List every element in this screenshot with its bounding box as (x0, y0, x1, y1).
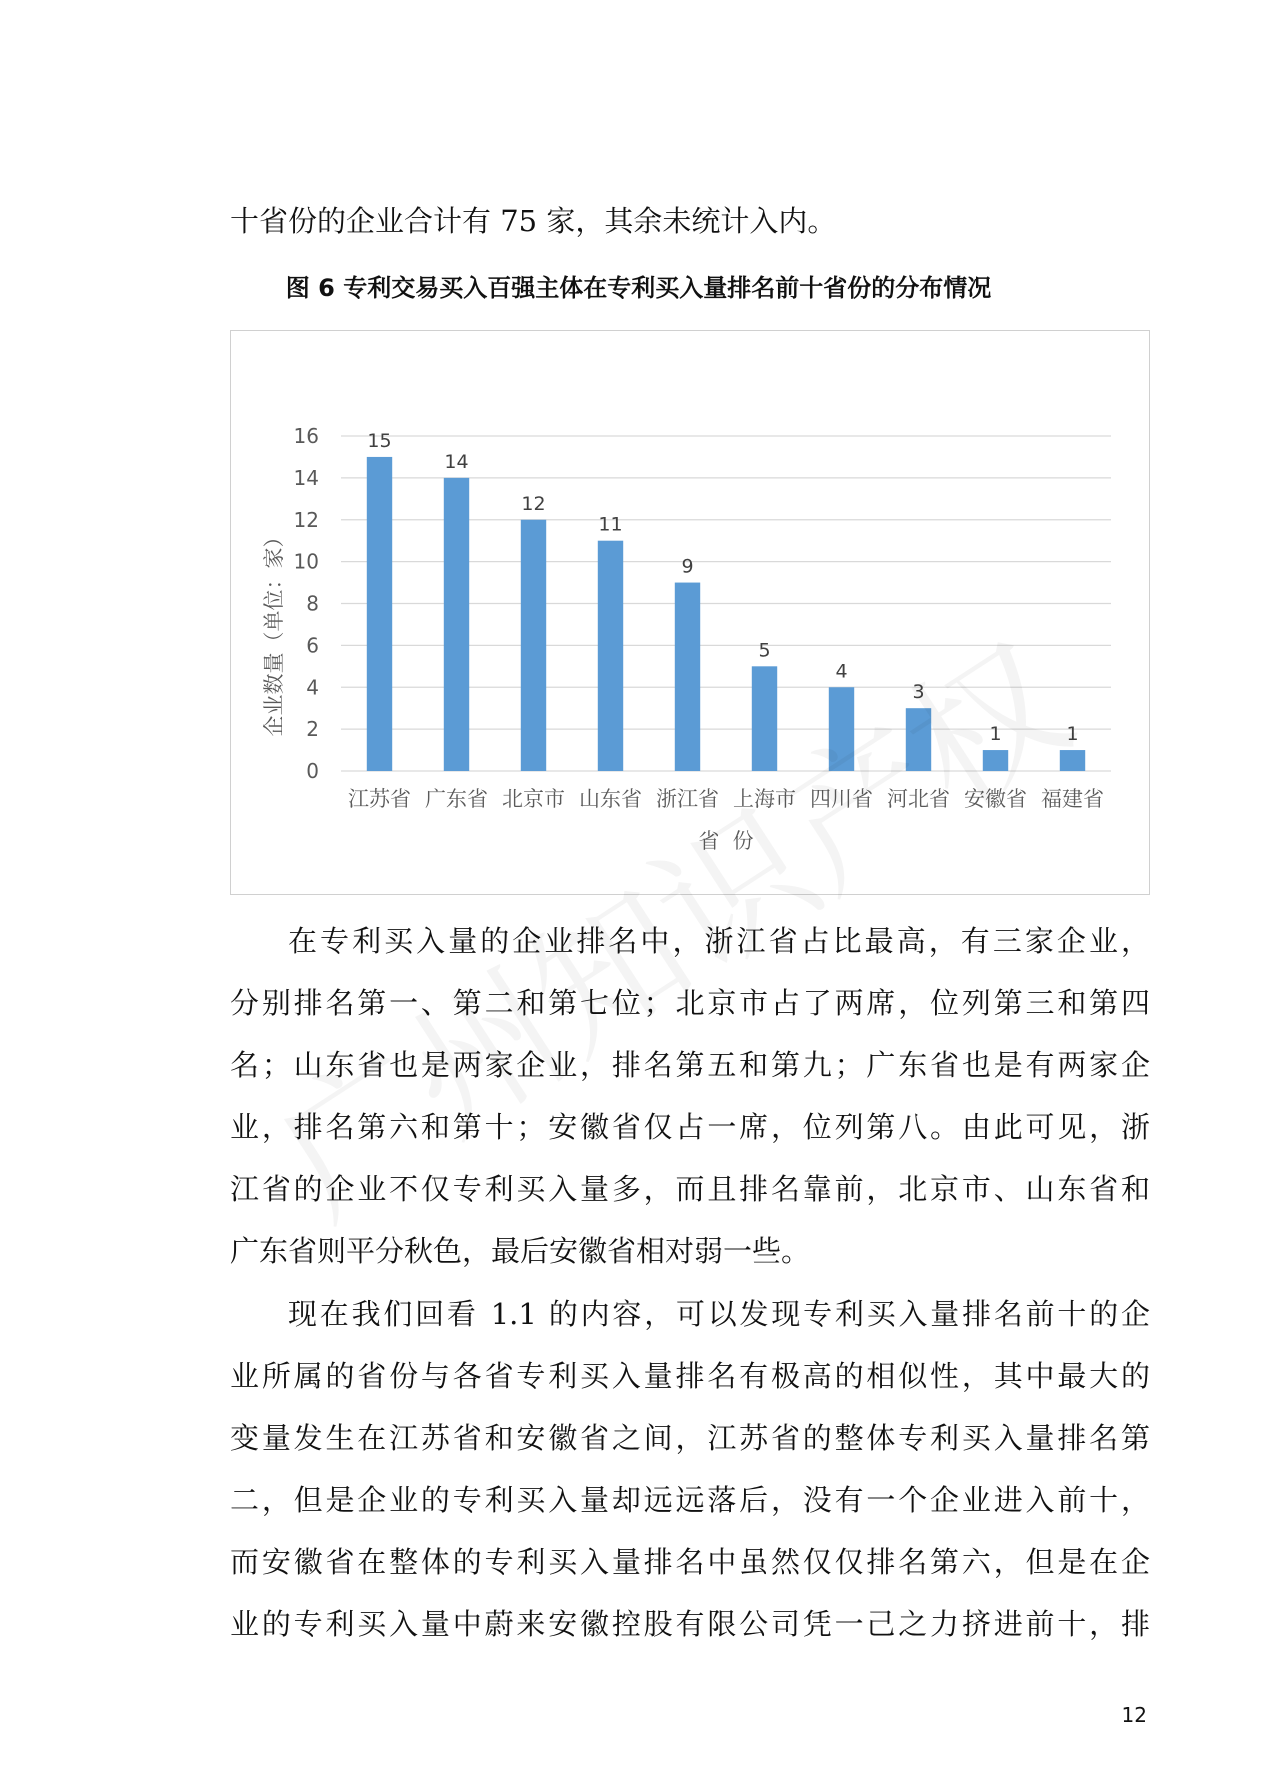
data-label: 1 (989, 723, 1002, 746)
x-tick-label: 福建省 (1041, 787, 1104, 811)
paragraph-2-line: 而安徽省在整体的专利买入量排名中虽然仅仅排名第六，但是在企 (230, 1545, 1150, 1579)
data-label: 1 (1066, 723, 1079, 746)
paragraph-intro: 十省份的企业合计有 75 家，其余未统计入内。 (230, 204, 837, 238)
data-label: 14 (444, 450, 469, 473)
paragraph-1-line: 业，排名第六和第十；安徽省仅占一席，位列第八。由此可见，浙 (230, 1110, 1150, 1144)
paragraph-2-line: 变量发生在江苏省和安徽省之间，江苏省的整体专利买入量排名第 (230, 1421, 1150, 1455)
paragraph-1-line: 江省的企业不仅专利买入量多，而且排名靠前，北京市、山东省和 (230, 1172, 1150, 1206)
x-tick-label: 山东省 (579, 787, 642, 811)
data-label: 5 (758, 639, 771, 662)
page-number: 12 (1121, 1703, 1147, 1727)
paragraph-2-line: 业所属的省份与各省专利买入量排名有极高的相似性，其中最大的 (230, 1359, 1150, 1393)
data-label: 15 (367, 429, 392, 452)
y-tick-label: 2 (306, 717, 319, 742)
x-tick-label: 广东省 (425, 787, 488, 811)
y-axis-label: 企业数量（单位：家） (262, 526, 286, 737)
y-tick-label: 6 (306, 633, 319, 658)
bar (444, 478, 469, 771)
x-tick-label: 安徽省 (964, 787, 1027, 811)
bar (675, 583, 700, 771)
x-tick-label: 河北省 (887, 787, 950, 811)
bar (521, 520, 546, 771)
paragraph-2-line: 二，但是企业的专利买入量却远远落后，没有一个企业进入前十， (230, 1483, 1150, 1517)
bar (367, 457, 392, 771)
y-tick-label: 12 (293, 507, 319, 532)
y-tick-label: 0 (306, 759, 319, 783)
paragraph-2-line: 现在我们回看 1.1 的内容，可以发现专利买入量排名前十的企 (288, 1297, 1150, 1331)
data-label: 12 (521, 492, 546, 515)
paragraph-2-line: 业的专利买入量中蔚来安徽控股有限公司凭一己之力挤进前十，排 (230, 1607, 1150, 1641)
x-tick-label: 上海市 (733, 787, 796, 811)
y-tick-label: 10 (293, 549, 319, 574)
data-label: 4 (835, 660, 848, 683)
paragraph-1-line: 在专利买入量的企业排名中，浙江省占比最高，有三家企业， (288, 924, 1150, 958)
data-label: 9 (681, 555, 694, 578)
paragraph-1-line: 广东省则平分秋色，最后安徽省相对弱一些。 (230, 1234, 811, 1268)
bar (598, 541, 623, 771)
y-tick-label: 4 (306, 675, 319, 700)
paragraph-1-line: 名；山东省也是两家企业，排名第五和第九；广东省也是有两家企 (230, 1048, 1150, 1082)
paragraph-1-line: 分别排名第一、第二和第七位；北京市占了两席，位列第三和第四 (230, 986, 1150, 1020)
data-label: 11 (598, 513, 623, 536)
y-tick-label: 16 (293, 424, 319, 448)
x-axis-label: 省 份 (698, 829, 754, 853)
x-tick-label: 江苏省 (348, 787, 411, 811)
x-tick-label: 北京市 (502, 787, 565, 811)
figure-caption: 图 6 专利交易买入百强主体在专利买入量排名前十省份的分布情况 (285, 274, 992, 302)
x-tick-label: 四川省 (810, 787, 873, 811)
data-label: 3 (912, 681, 925, 704)
y-tick-label: 14 (293, 465, 319, 490)
y-tick-label: 8 (306, 591, 319, 616)
x-tick-label: 浙江省 (656, 787, 719, 811)
